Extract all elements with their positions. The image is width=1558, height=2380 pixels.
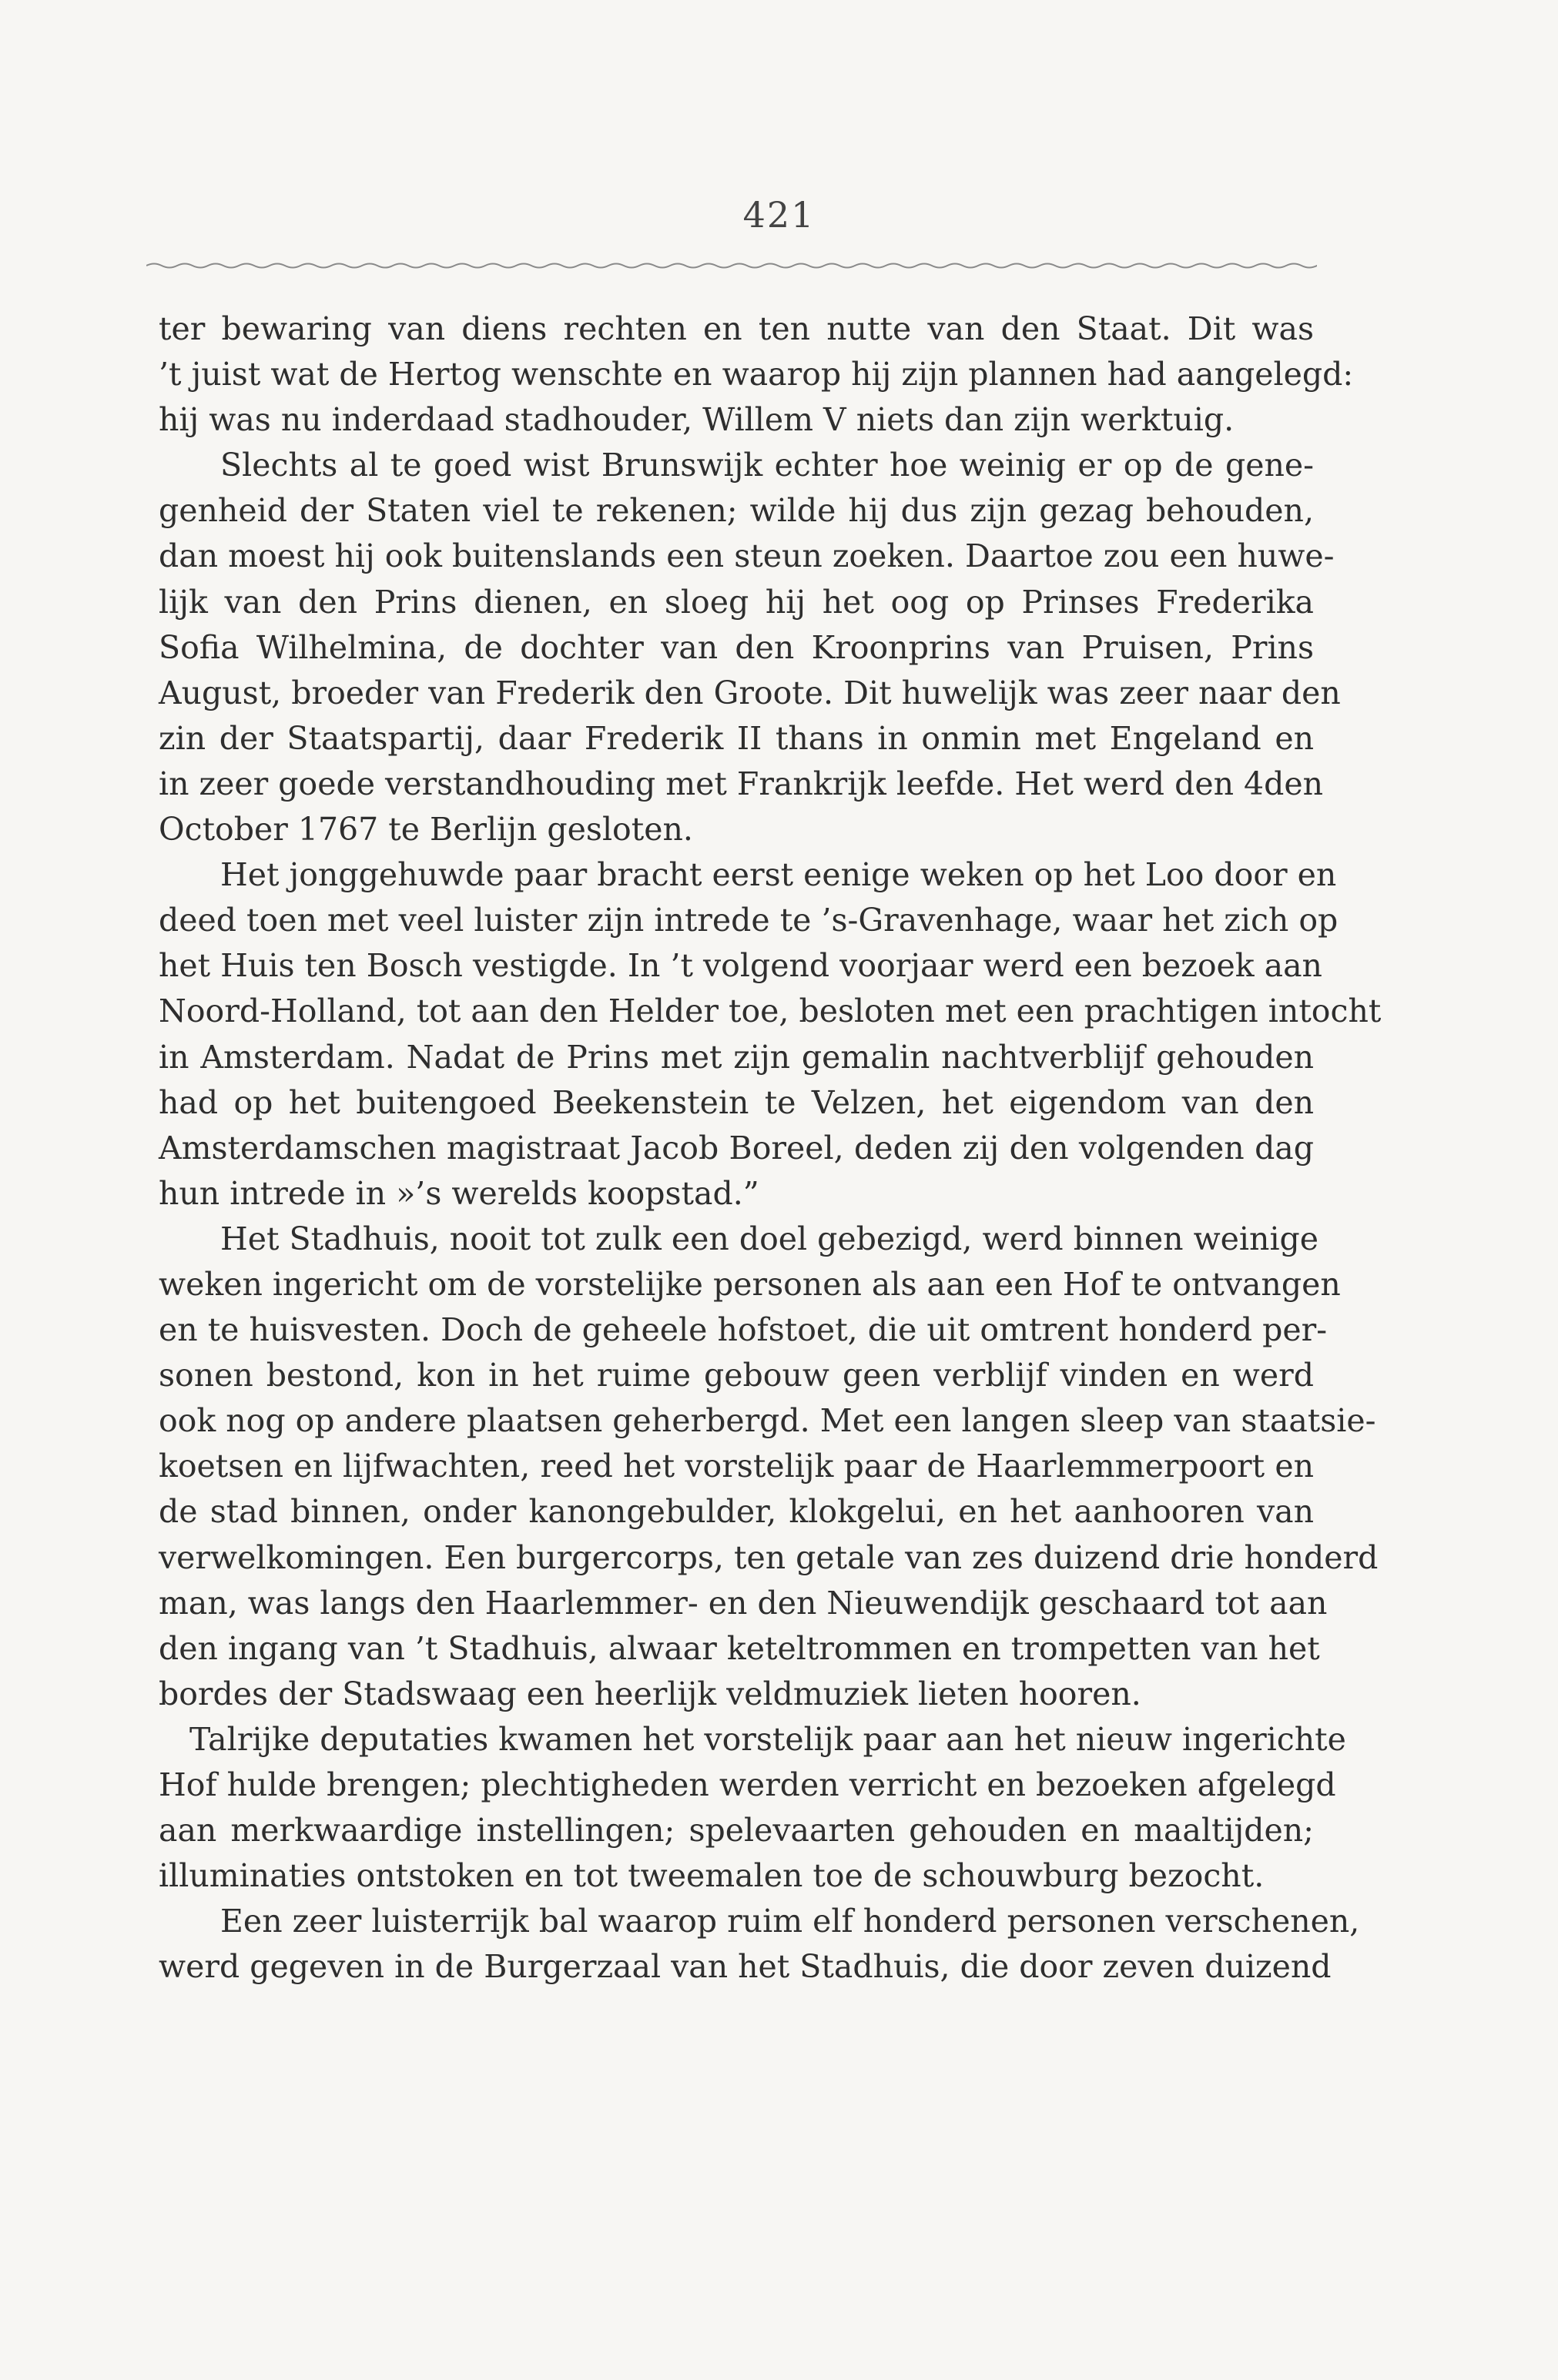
text-line: had op het buitengoed Beekenstein te Velzen, het eigendom van den: [159, 1083, 1314, 1121]
text-line: deed toen met veel luister zijn intrede te ’s-Gravenhage, waar het zich op: [159, 902, 1339, 939]
text-line: verwelkomingen. Een burgercorps, ten getale van zes duizend drie honderd: [159, 1538, 1379, 1576]
text-line: zin der Staatspartij, daar Frederik II thans in onmin met Engeland en: [159, 719, 1314, 757]
text-line: Noord-Holland, tot aan den Helder toe, besloten met een prachtigen intocht: [159, 993, 1382, 1030]
text-line: bordes der Stadswaag een heerlijk veldmuziek lieten hooren.: [159, 1675, 1141, 1712]
text-line: sonen bestond, kon in het ruime gebouw geen verblijf vinden en werd: [159, 1357, 1314, 1394]
text-line: ook nog op andere plaatsen geherbergd. Met een langen sleep van staatsie-: [159, 1402, 1376, 1440]
text-line: aan merkwaardige instellingen; spelevaarten gehouden en maaltijden;: [159, 1812, 1314, 1849]
text-line: hun intrede in »’s werelds koopstad.”: [159, 1174, 759, 1212]
paragraph-start-line: Het jonggehuwde paar bracht eerst eenige weken op het Loo door en: [220, 856, 1337, 894]
text-line: Amsterdamschen magistraat Jacob Boreel, deden zij den volgenden dag: [159, 1129, 1314, 1167]
paragraph-start-line: Slechts al te goed wist Brunswijk echter hoe weinig er op de gene-: [220, 447, 1314, 484]
text-line: dan moest hij ook buitenslands een steun zoeken. Daartoe zou een huwe-: [159, 537, 1335, 575]
text-line: August, broeder van Frederik den Groote. Dit huwelijk was zeer naar den: [159, 674, 1341, 711]
text-line: ’t juist wat de Hertog wenschte en waarop hij zijn plannen had aangelegd:: [159, 356, 1354, 393]
text-line: in Amsterdam. Nadat de Prins met zijn gemalin nachtverblijf gehouden: [159, 1038, 1314, 1076]
text-line: hij was nu inderdaad stadhouder, Willem V niets dan zijn werktuig.: [159, 401, 1235, 439]
text-line: Hof hulde brengen; plechtigheden werden verricht en bezoeken afgelegd: [159, 1766, 1336, 1803]
text-line: genheid der Staten viel te rekenen; wilde hij dus zijn gezag behouden,: [159, 492, 1314, 530]
text-line: de stad binnen, onder kanongebulder, klokgelui, en het aanhooren van: [159, 1493, 1314, 1531]
text-line: werd gegeven in de Burgerzaal van het Stadhuis, die door zeven duizend: [159, 1948, 1332, 1986]
text-line: lijk van den Prins dienen, en sloeg hij het oog op Prinses Frederika: [159, 583, 1314, 621]
text-line: het Huis ten Bosch vestigde. In ’t volgend voorjaar werd een bezoek aan: [159, 947, 1322, 985]
body-text: [159, 306, 1382, 1990]
page-number: 421: [742, 194, 816, 236]
text-line: illuminaties ontstoken en tot tweemalen toe de schouwburg bezocht.: [159, 1857, 1265, 1895]
decorative-wavy-rule: [146, 260, 1317, 271]
text-line: Sofia Wilhelmina, de dochter van den Kroonprins van Pruisen, Prins: [159, 628, 1314, 666]
text-line: den ingang van ’t Stadhuis, alwaar keteltrommen en trompetten van het: [159, 1629, 1320, 1667]
paragraph-start-line: Talrijke deputaties kwamen het vorstelijk paar aan het nieuw ingerichte: [189, 1720, 1346, 1758]
text-line: en te huisvesten. Doch de geheele hofstoet, die uit omtrent honderd per-: [159, 1311, 1328, 1349]
text-line: koetsen en lijfwachten, reed het vorstelijk paar de Haarlemmerpoort en: [159, 1448, 1314, 1485]
text-line: weken ingericht om de vorstelijke personen als aan een Hof te ontvangen: [159, 1265, 1341, 1303]
text-line: in zeer goede verstandhouding met Frankrijk leefde. Het werd den 4den: [159, 765, 1324, 802]
text-line: October 1767 te Berlijn gesloten.: [159, 811, 693, 849]
text-line: ter bewaring van diens rechten en ten nutte van den Staat. Dit was: [159, 310, 1314, 347]
text-line: man, was langs den Haarlemmer- en den Nieuwendijk geschaard tot aan: [159, 1584, 1328, 1622]
paragraph-start-line: Het Stadhuis, nooit tot zulk een doel gebezigd, werd binnen weinige: [220, 1220, 1319, 1257]
paragraph-start-line: Een zeer luisterrijk bal waarop ruim elf honderd personen verschenen,: [220, 1903, 1360, 1940]
